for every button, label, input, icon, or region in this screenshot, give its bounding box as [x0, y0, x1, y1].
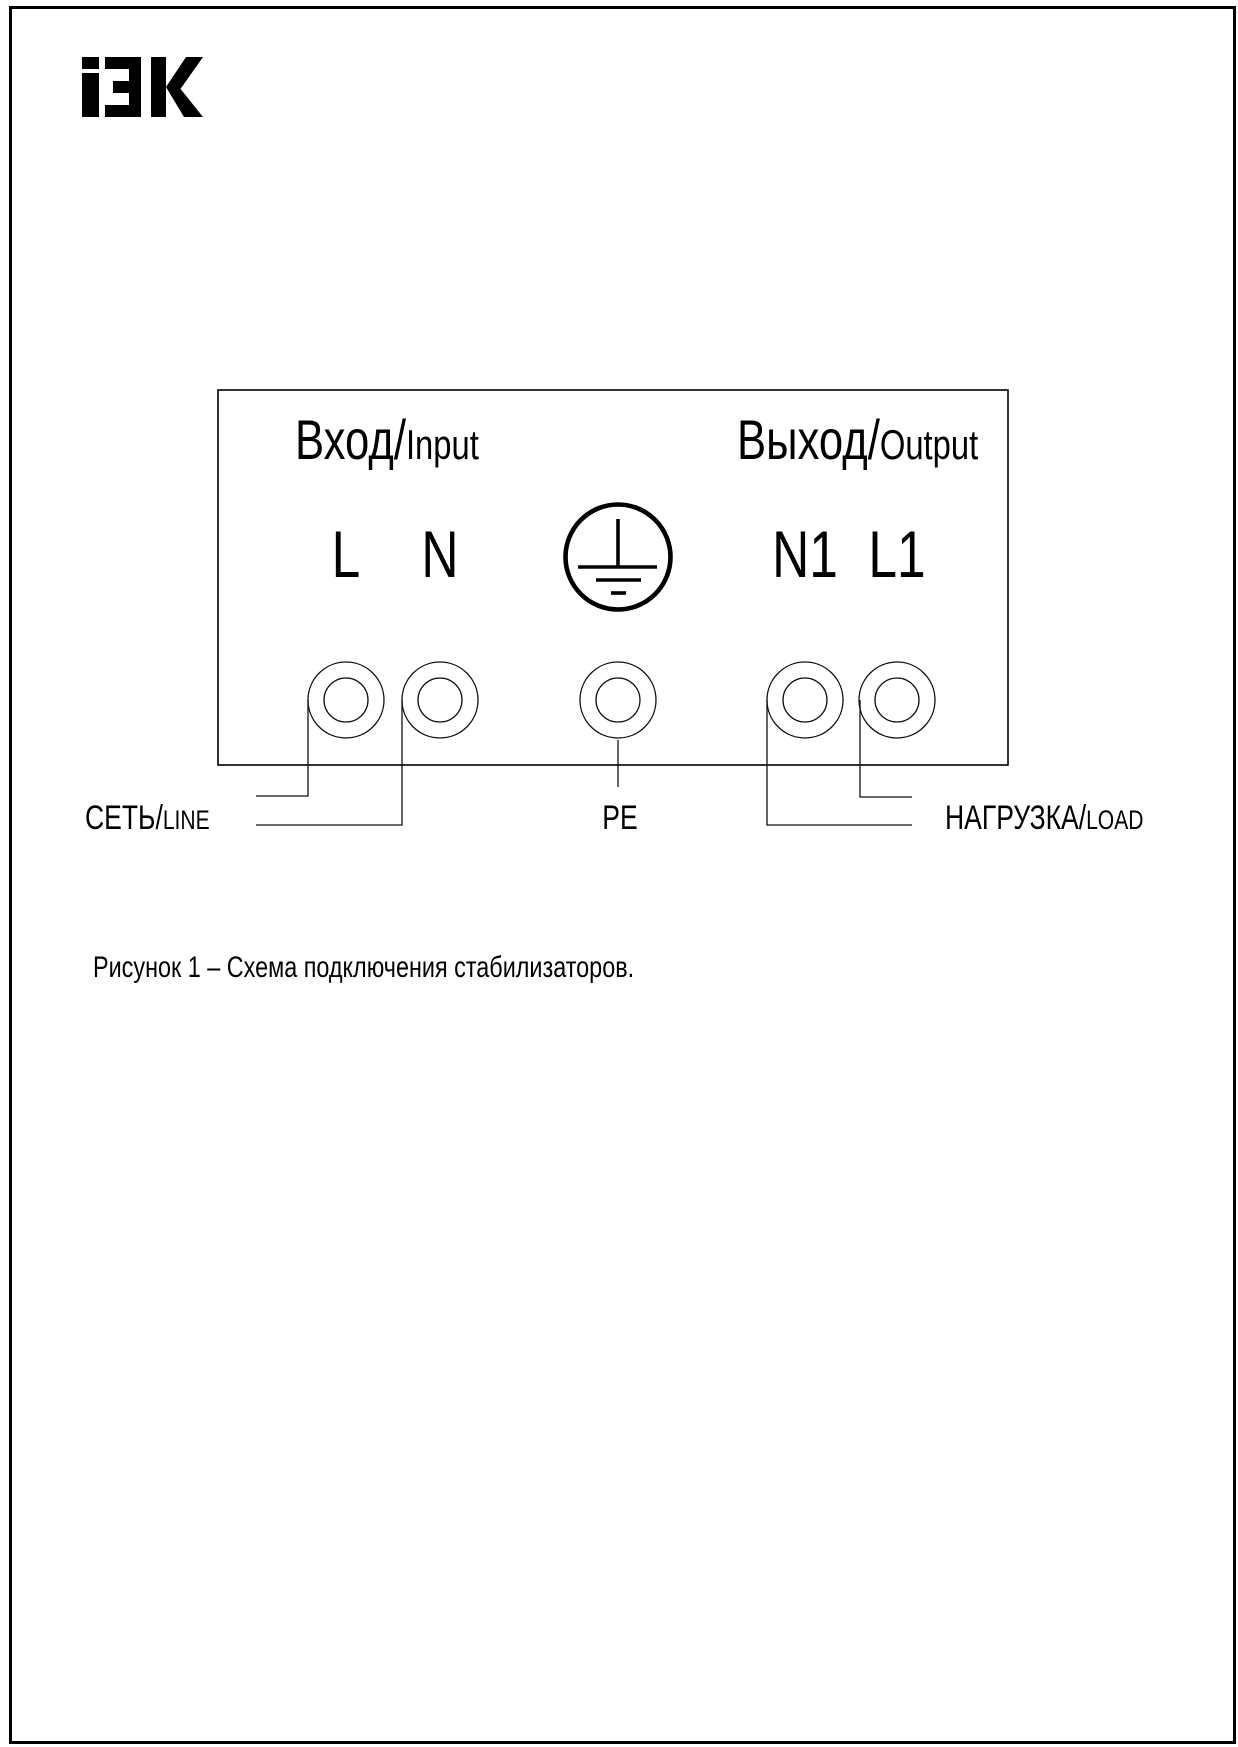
input-group-label	[295, 408, 479, 471]
load-label-ru: НАГРУЗКА/	[945, 799, 1087, 837]
output-group-label	[737, 408, 979, 471]
line-label-ru: СЕТЬ/	[85, 799, 163, 837]
load-label-en: LOAD	[1086, 805, 1144, 835]
terminal-circle-pe	[580, 662, 656, 738]
terminal-circle-n	[402, 662, 478, 738]
terminal-label-n: N	[421, 517, 459, 591]
input-label-ru: Вход/	[295, 408, 406, 471]
output-label-ru: Выход/	[737, 408, 880, 471]
line-label-en: LINE	[162, 805, 210, 835]
wire-n1-to-load	[767, 700, 912, 825]
terminal-circle-l	[308, 662, 384, 738]
pe-label: PE	[602, 799, 638, 837]
load-label	[945, 801, 1143, 835]
wire-l1-to-load	[860, 700, 912, 797]
output-label-en: Output	[879, 421, 979, 468]
protective-earth-icon	[566, 505, 671, 610]
wire-n-to-line	[256, 700, 402, 825]
figure-caption: Рисунок 1 – Схема подключения стабилизаторов.	[93, 951, 635, 984]
terminal-label-l1: L1	[868, 517, 926, 591]
input-label-en: Input	[405, 421, 479, 468]
terminal-circle-n1	[767, 662, 843, 738]
terminal-label-n1: N1	[772, 517, 838, 591]
terminal-circle-l1	[859, 662, 935, 738]
terminal-label-l: L	[331, 517, 361, 591]
wire-l-to-line	[256, 700, 308, 796]
line-label	[85, 801, 210, 835]
